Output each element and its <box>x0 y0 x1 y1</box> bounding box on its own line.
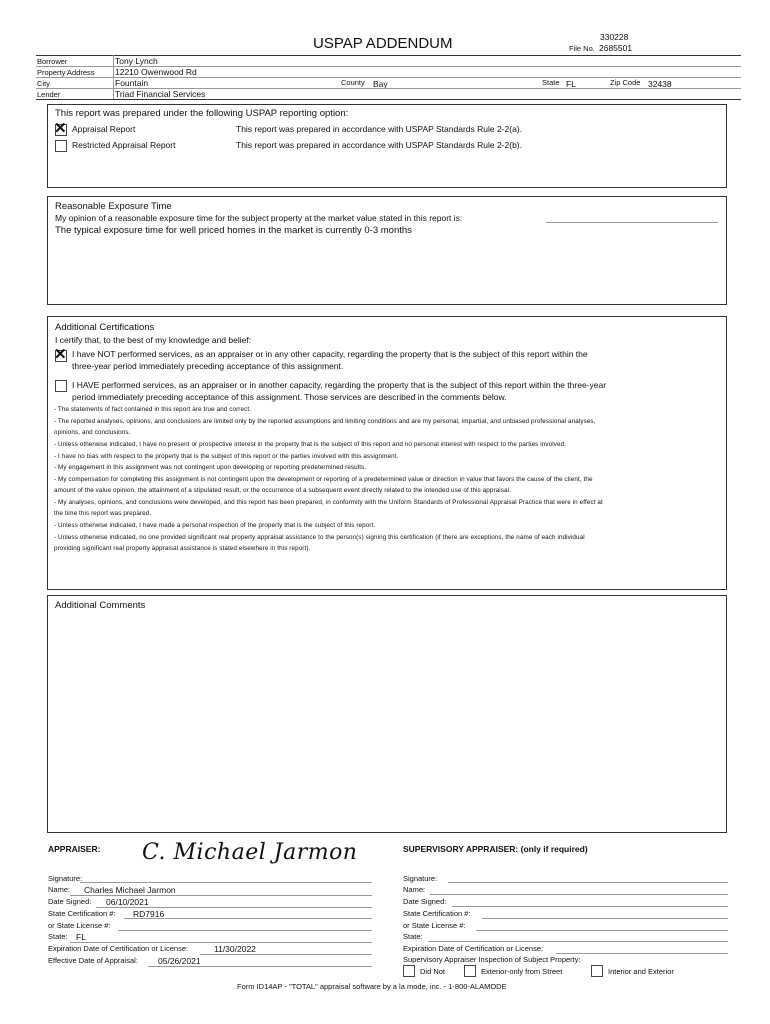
state-value: FL <box>566 79 576 89</box>
exposure-line1: My opinion of a reasonable exposure time for the subject property at the market value stated in this report is: <box>55 213 463 223</box>
exterior-only-checkbox[interactable] <box>464 965 476 977</box>
appraiser-heading: APPRAISER: <box>48 844 101 854</box>
certifications-intro: I certify that, to the best of my knowledge and belief: <box>55 335 252 345</box>
property-address-label: Property Address <box>37 68 95 77</box>
cert-line: - The reported analyses, opinions, and conclusions are limited only by the reported assumptions and limiting conditions and are my personal, impartial, and unbiased professional analyses, <box>54 418 596 425</box>
comments-section <box>47 595 727 833</box>
supervisor-heading: SUPERVISORY APPRAISER: (only if required) <box>403 844 588 854</box>
appraiser-date-signed-label: Date Signed: <box>48 897 92 906</box>
appraiser-expiration: 11/30/2022 <box>214 944 256 954</box>
supervisor-cert-label: State Certification #: <box>403 909 471 918</box>
footer-text: Form ID14AP - "TOTAL" appraisal software by a la mode, inc. - 1-800-ALAMODE <box>237 982 507 991</box>
lender-value: Triad Financial Services <box>115 89 206 99</box>
appraiser-signature-label: Signature: <box>48 874 83 883</box>
supervisor-state-label: State: <box>403 932 423 941</box>
county-label: County <box>341 78 365 87</box>
appraiser-date-signed: 06/10/2021 <box>106 897 149 907</box>
certifications-heading: Additional Certifications <box>55 322 155 333</box>
not-performed-line1: I have NOT performed services, as an appraiser or in any other capacity, regarding the property that is the subject of this report within the <box>72 349 588 359</box>
appraiser-name: Charles Michael Jarmon <box>84 885 176 895</box>
appraisal-report-desc: This report was prepared in accordance with USPAP Standards Rule 2-2(a). <box>236 124 522 134</box>
appraiser-license-label: or State License #: <box>48 921 111 930</box>
restricted-report-checkbox[interactable] <box>55 140 67 152</box>
exposure-line2: The typical exposure time for well priced homes in the market is currently 0-3 months <box>55 225 412 236</box>
did-not-label: Did Not <box>420 967 446 976</box>
have-performed-line2: period immediately preceding acceptance of this assignment. Those services are described in the comments below. <box>72 392 507 402</box>
supervisor-name-label: Name: <box>403 885 426 894</box>
have-performed-checkbox[interactable] <box>55 380 67 392</box>
exposure-heading: Reasonable Exposure Time <box>55 201 172 212</box>
file-number-top: 330228 <box>600 32 629 42</box>
supervisor-signature-label: Signature: <box>403 874 438 883</box>
property-address-value: 12210 Owenwood Rd <box>115 67 197 77</box>
did-not-checkbox[interactable] <box>403 965 415 977</box>
appraiser-cert-label: State Certification #: <box>48 909 116 918</box>
state-label: State <box>542 78 560 87</box>
appraiser-expiration-label: Expiration Date of Certification or License: <box>48 944 189 953</box>
cert-line: - Unless otherwise indicated, I have no present or prospective interest in the property that is the subject of this report and no personal interest with respect to the parties involved. <box>54 441 567 448</box>
borrower-value: Tony Lynch <box>115 56 158 66</box>
appraisal-report-label: Appraisal Report <box>72 124 136 134</box>
restricted-report-label: Restricted Appraisal Report <box>72 140 176 150</box>
borrower-label: Borrower <box>37 57 68 66</box>
county-value: Bay <box>373 79 388 89</box>
check-x-icon: ✕ <box>54 346 67 363</box>
not-performed-line2: three-year period immediately preceding acceptance of this assignment. <box>72 361 344 371</box>
cert-line: - Unless otherwise indicated, no one provided significant real property appraisal assistance to the person(s) signing this certification (if there are exceptions, the name of each individual <box>54 534 585 541</box>
check-x-icon: ✕ <box>54 120 67 137</box>
file-no-value: 2685501 <box>599 43 633 53</box>
supervisor-inspection-label: Supervisory Appraiser Inspection of Subject Property: <box>403 955 581 964</box>
interior-exterior-checkbox[interactable] <box>591 965 603 977</box>
exterior-only-label: Exterior-only from Street <box>481 967 563 976</box>
file-no-label: File No. <box>569 44 595 53</box>
have-performed-line1: I HAVE performed services, as an appraiser or in another capacity, regarding the property that is the subject of this report within the three-year <box>72 380 607 390</box>
city-label: City <box>37 79 50 88</box>
cert-line: - My compensation for completing this assignment is not contingent upon the development or reporting of a predetermined value or direction in value that favors the cause of the client, the <box>54 476 593 483</box>
appraiser-signature-image: C. Michael Jarmon <box>142 840 358 865</box>
comments-heading: Additional Comments <box>55 600 146 611</box>
zip-value: 32438 <box>648 79 672 89</box>
cert-line: - Unless otherwise indicated, I have made a personal inspection of the property that is the subject of this report. <box>54 522 376 529</box>
reporting-heading: This report was prepared under the following USPAP reporting option: <box>55 108 349 119</box>
cert-line: - I have no bias with respect to the property that is the subject of this report or the parties involved with this assignment. <box>54 453 399 460</box>
interior-exterior-label: Interior and Exterior <box>608 967 674 976</box>
cert-line: the time this report was prepared. <box>54 510 152 517</box>
cert-line: amount of the value opinion, the attainment of a stipulated result, or the occurrence of a subsequent event directly related to the intended use of this appraisal. <box>54 487 512 494</box>
appraiser-effective-label: Effective Date of Appraisal: <box>48 956 138 965</box>
cert-line: opinions, and conclusions. <box>54 429 131 436</box>
appraiser-effective: 05/26/2021 <box>158 956 201 966</box>
supervisor-date-signed-label: Date Signed: <box>403 897 447 906</box>
appraiser-state: FL <box>76 932 86 942</box>
supervisor-license-label: or State License #: <box>403 921 466 930</box>
appraiser-name-label: Name: <box>48 885 71 894</box>
restricted-report-desc: This report was prepared in accordance with USPAP Standards Rule 2-2(b). <box>236 140 522 150</box>
supervisor-expiration-label: Expiration Date of Certification or License: <box>403 944 544 953</box>
city-value: Fountain <box>115 78 149 88</box>
appraiser-cert: RD7916 <box>133 909 165 919</box>
cert-line: providing significant real property appraisal assistance is stated elsewhere in this report). <box>54 545 311 552</box>
lender-label: Lender <box>37 90 61 99</box>
page-title: USPAP ADDENDUM <box>313 35 453 52</box>
cert-line: - My analyses, opinions, and conclusions were developed, and this report has been prepared, in conformity with the Uniform Standards of Professional Appraisal Practice that were in effect at <box>54 499 603 506</box>
cert-line: - The statements of fact contained in this report are true and correct. <box>54 406 252 413</box>
appraiser-state-label: State: <box>48 932 68 941</box>
cert-line: - My engagement in this assignment was not contingent upon developing or reporting predetermined results. <box>54 464 367 471</box>
zip-label: Zip Code <box>610 78 641 87</box>
